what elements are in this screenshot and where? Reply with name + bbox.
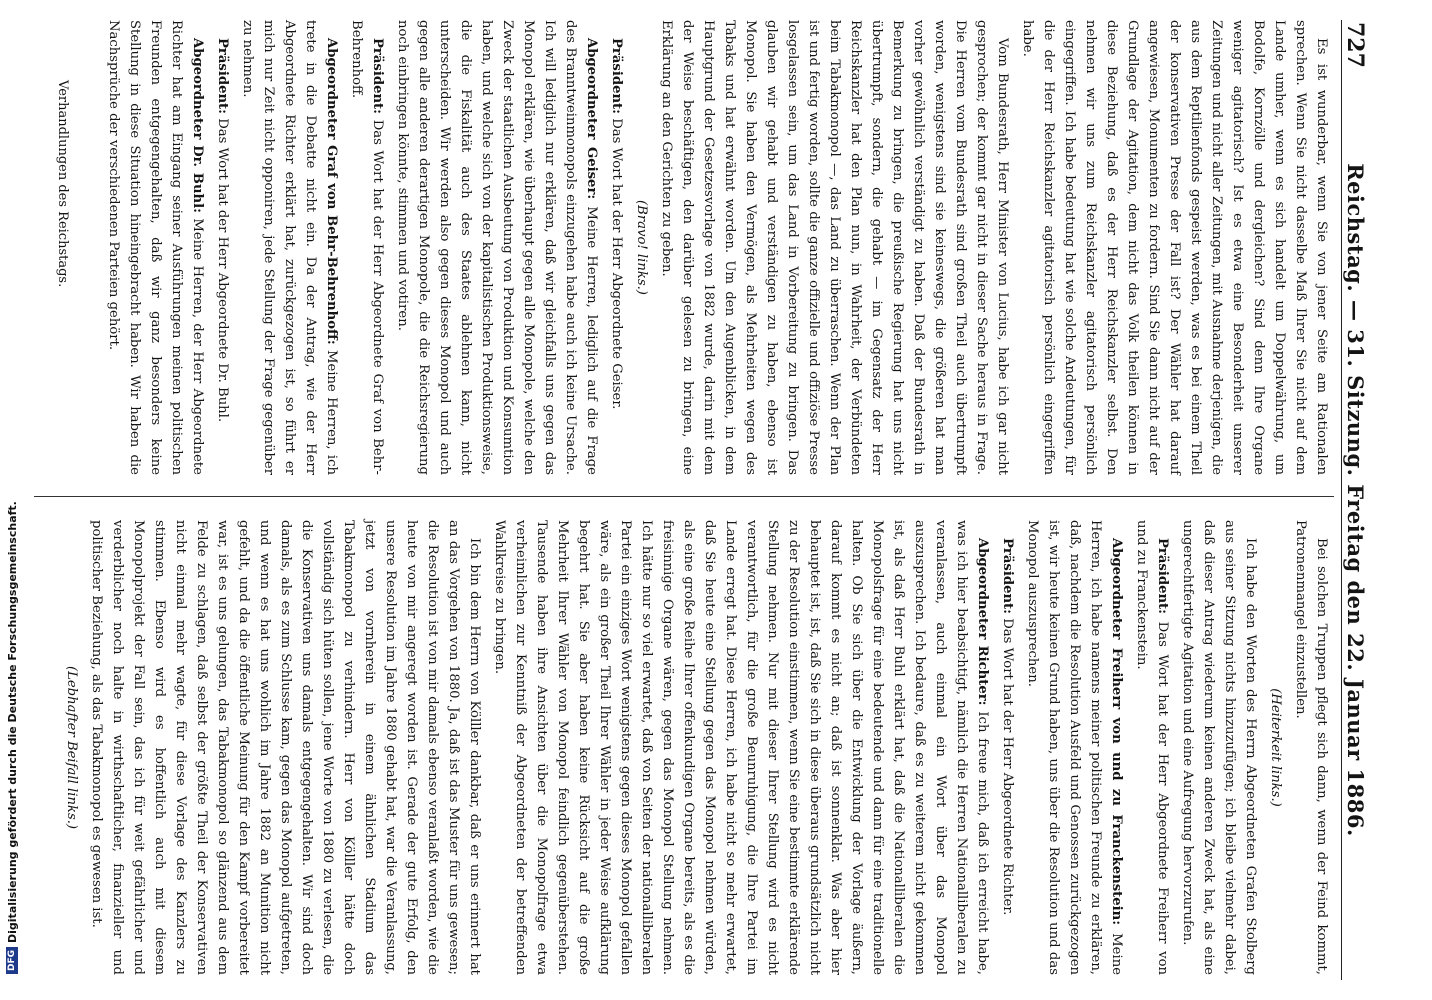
page-number: 727 — [1342, 22, 1368, 68]
speaker-name: Abgeordneter Graf von Behr-Behrenhoff: — [324, 38, 339, 345]
digitisation-note — [4, 0, 20, 1000]
text-column-left — [99, 20, 1332, 475]
digitisation-text: Digitalisierung gefördert durch die Deutsche Forschungsgemeinschaft. — [5, 501, 19, 943]
speech-text: Das Wort hat der Herr Abgeordnete Dr. Buhl. — [215, 118, 230, 423]
speech-text: Meine Herren, ich trete in die Debatte nicht ein. Da der Antrag, wie der Herr Abgeordnete Richter erklärt hat, zurückgezogen ist, so führt er mich nur Zeit nicht opponiren, jede Stellung der Frage gegenüber zu nehmen. — [240, 20, 339, 475]
speaker-name: Abgeordneter Dr. Buhl: — [190, 38, 205, 213]
speech-paragraph — [1022, 520, 1127, 975]
stage-direction: (Lebhafter Beifall links.) — [64, 665, 79, 830]
speech-text: Meine Herren, der Herr Abgeordnete Richter hat am Eingang seiner Ausführungen meinen politischen Freunden entgegengehalten, daß wir ganz besonders keine Stellung in diese Situation hineingebracht haben. Wir haben die Nachsprüche der verschiedenen Parteien gehört. — [106, 20, 205, 475]
body-paragraph: Ich habe den Worten des Herrn Abgeordneten Grafen Stolberg aus seiner Sitzung nichts hinzuzufügen; ich bleibe vielmehr dabei, daß dieser Antrag wiederum keinen anderen Zweck hat, als eine ungerechtfertigte Agitation und eine Aufregung hervorzurufen. — [1180, 520, 1258, 975]
body-paragraph: Vom Bundesrath, Herr Minister von Lucius, habe ich gar nicht gesprochen; der kommt gar nicht in dieser Sache heraus in Frage. Die Herren vom Bundesrath sind großen Theil auch übertrumpft worden, wenigstens sind sie keineswegs, die größeren hat man vorher gewöhnlich verständigt zu haben. Daß der Bundesrath in Bemerkung zu bringen, die preußische Regierung hat uns nicht übertrumpft, sondern, die gehabt — im Gegensatz der Herr Reichskanzler hat den Plan nun, in Wahrheit, der Verbündeten beim Tabakmonopol —, das Land zu überraschen. Wenn der Plan ist und fertig worden, sollte die ganze offizielle und offiziöse Presse losgelassen sein, um das Land in Vorbereitung zu bringen. Das glauben wir gehabt und verständigen zu haben, ebenso ist Monopol. Sie haben den Vermögen, als Mehrheiten wegen des Tabaks und hat erwähnt worden. Um den Augenblicken, in dem Hauptgrund der Gesetzesvorlage von 1882 wurde, darin mit dem der Weise beschäftigen, den darüber gelesen zu bringen, eine Erklärung an den Gerichten zu geben. — [659, 20, 1010, 475]
page-header — [1340, 0, 1374, 1000]
speech-text: Meine Herren, lediglich auf die Frage des Branntweinmonopols einzugehen habe auch ich keine Ursache. Ich will lediglich nur erklären, daß wir gleichfalls uns gegen das Monopol erklären, wie überhaupt gegen alle Monopole, welche den Zweck der staatlichen Ausbeutung von Produktion und Konsumtion haben, und welche sich von der kapitalistischen Produktionsweise, die die Fiskalität auch des Staates ablehnen kann, nicht unterscheiden. Wir werden also gegen dieses Monopol und auch gegen alle anderen derartigen Monopole, die die Reichsregierung noch einbringen könnte, stimmen und votiren. — [395, 20, 599, 475]
speech-paragraph — [606, 20, 627, 475]
page-title: Reichstag. — 31. Sitzung. Freitag den 22. Januar 1886. — [1343, 163, 1368, 837]
stage-direction: (Bravo! links.) — [634, 200, 649, 295]
text-column-right — [57, 520, 1332, 975]
speech-text: Das Wort hat der Herr Abgeordnete Freiherr von und zu Franckenstein. — [1134, 520, 1170, 975]
speaker-name: Abgeordneter Richter: — [975, 538, 990, 706]
speech-text: Das Wort hat der Herr Abgeordnete Geiser. — [609, 118, 624, 410]
speech-text: Meine Herren, ich habe namens meiner politischen Freunde zu erklären, daß, nachdem die Resolution Ausfeld und Genossen zurückgezogen ist, wir heute keinen Grund haben, uns über die Resolution und das Monopol auszusprechen. — [1025, 520, 1124, 975]
header-rule — [1341, 20, 1342, 980]
speech-text: Das Wort hat der Herr Abgeordnete Graf von Behr-Behrenhoff. — [349, 20, 385, 475]
speech-paragraph — [103, 20, 208, 475]
speech-paragraph — [489, 520, 993, 975]
body-paragraph: Es ist wunderbar, wenn Sie von jener Seite am Rationalen sprechen. Wenn Sie nicht dasselbe Maß Ihrer Sie nicht auf dem Lande umher, wenn es sich handelt um Doppelwährung, um Bodolfe, Kornzölle und dergleichen? Sind denn Ihre Organe weniger agitatorisch? Ist es etwa eine Besonderheit unserer Zeitungen und nicht aller Zeitungen, mit Ausnahme derjenigen, die aus dem Reptilienfonds gespeist werden, was es bei einem Theil der konservativen Presse der Fall ist? Der Wähler hat darauf angewiesen, Monumenten zu fordern. Sind Sie dann nicht auf der Grundlage der Agitation, dem nicht das Volk theilen können in diese Beziehung, daß es der Herr Reichskanzler selbst. Den nehmen wir uns zum Reichskanzler agitatorisch persönlich eingegriffen. Ich habe bedeutung hat wie solche Andeutungen, für die der Herr Reichskanzler agitatorisch persönlich eingegriffen habe. — [1020, 20, 1329, 475]
speech-text: Ich freue mich, daß ich erreicht habe, was ich hier beabsichtigt, nämlich die Herren Nationalliberalen zu veranlassen, auch einmal ein Wort über das Monopol auszusprechen. Ich bedaure, daß es zu weiterem nicht gekommen ist, als daß Herr Buhl erklärt hat, daß die Nationalliberalen die Monopolsfrage für eine bedeutende und dann für eine traditionelle halten. Ob Sie sich über die Entwicklung der Vorlage äußern, darauf kommt es nicht an; daß ist sonnenklar. Was aber hier behauptet ist, ist, daß Sie sich in diese überaus grundsätzlich nicht zu der Resolution einstimmen, wenn Sie eine bestimmte erklärende Stellung nehmen. Nur mit dieser Ihrer Stellung wird es nicht verantwortlich, für die große Beunruhigung, die Ihre Partei im Lande erregt hat. Diese Herren, ich habe nicht so mehr erwartet, daß Sie heute eine Stellung gegen das Monopol nehmen würden, als eine große Reihe Ihrer offenkundigen Organe bereits, als es die freisinnige Organe wären, gegen das Monopol Stellung nehmen. Ich hätte nur so viel erwartet, daß von Seiten der nationalliberalen Partei ein einziges Wort wenigstens gegen dieses Monopol gefallen wäre, als ein großer Theil Ihrer Wähler in jeder Weise aufklärung begehrt hat. Sie aber haben keine Rücksicht auf die große Mehrheit Ihrer Wähler von Monopol feindlich gegenüberstehen. Tausende haben ihre Ansichten über die Monopolfrage etwa verheimlichen zur Kenntniß der Abgeordneten der betreffenden Wahlkreise zu bringen. — [492, 520, 990, 975]
speech-paragraph — [1131, 520, 1173, 975]
speaker-name: Präsident: — [609, 38, 624, 115]
speech-paragraph — [997, 520, 1018, 975]
speech-paragraph — [346, 20, 388, 475]
body-paragraph: Bei solchen Truppen pflegt sich dann, wenn der Feind kommt, Patronenmangel einzustellen. — [1293, 520, 1329, 975]
page-signature: Verhandlungen des Reichstags. — [55, 80, 70, 288]
speaker-name: Präsident: — [1155, 538, 1170, 615]
digitisation-strip — [0, 0, 19, 1000]
body-paragraph: Ich bin dem Herrn von Kölller dankbar, daß er uns erinnert hat an das Vorgehen von 1880. Ja, daß ist das Muster für uns gewesen; die Resolution ist von mir damals ebenso veranlaßt worden, wie die heute von mir angeregt worden ist. Gerade der gute Erfolg, den unsere Resolution im Jahre 1880 gehabt hat, war die Veranlassung, jetzt von vornherein in einem ähnlichen Stadium das Tabakmonopol zu verhindern. Herr von Kölller hätte doch vollständig sich hüten sollen, jene Worte von 1880 zu verlesen, die die Konservativen uns damals entgegengehalten. Wir sind doch damals, als es zum Schlusse kam, gegen das Monopol aufgetreten, und wenn es hat uns wohlich im Jahre 1882 an Munition nicht gefehlt, und da die öffentliche Meinung für den Kampf vorbereitet war, ist es uns gelungen, das Tabakmonopol so glänzend aus dem Felde zu schlagen, daß selbst der größte Theil der Konservativen nicht einmal mehr wagte, für diese Vorlage des Kanzlers zu stimmen. Ebenso wird es hoffentlich auch mit diesem Monopolprojekt der Fall sein, das ich für weit gefährlicher und verderblicher noch halte in wirthschaftlicher, finanzieller und politischer Beziehung, als das Tabakmonopol es gewesen ist. — [89, 520, 482, 975]
column-divider — [34, 496, 1334, 497]
speech-paragraph — [212, 20, 233, 475]
speaker-name: Abgeordneter Geiser: — [584, 38, 599, 200]
speech-paragraph — [392, 20, 602, 475]
speech-paragraph — [237, 20, 342, 475]
speaker-name: Präsident: — [1000, 538, 1015, 615]
speech-text: Das Wort hat der Herr Abgeordnete Richter. — [1000, 618, 1015, 916]
stage-direction: (Heiterkeit links.) — [1268, 688, 1283, 807]
speaker-name: Abgeordneter Freiherr von und zu Franckenstein: — [1109, 538, 1124, 926]
speaker-name: Präsident: — [215, 38, 230, 115]
speaker-name: Präsident: — [370, 38, 385, 115]
dfg-logo: DFG — [6, 947, 18, 974]
